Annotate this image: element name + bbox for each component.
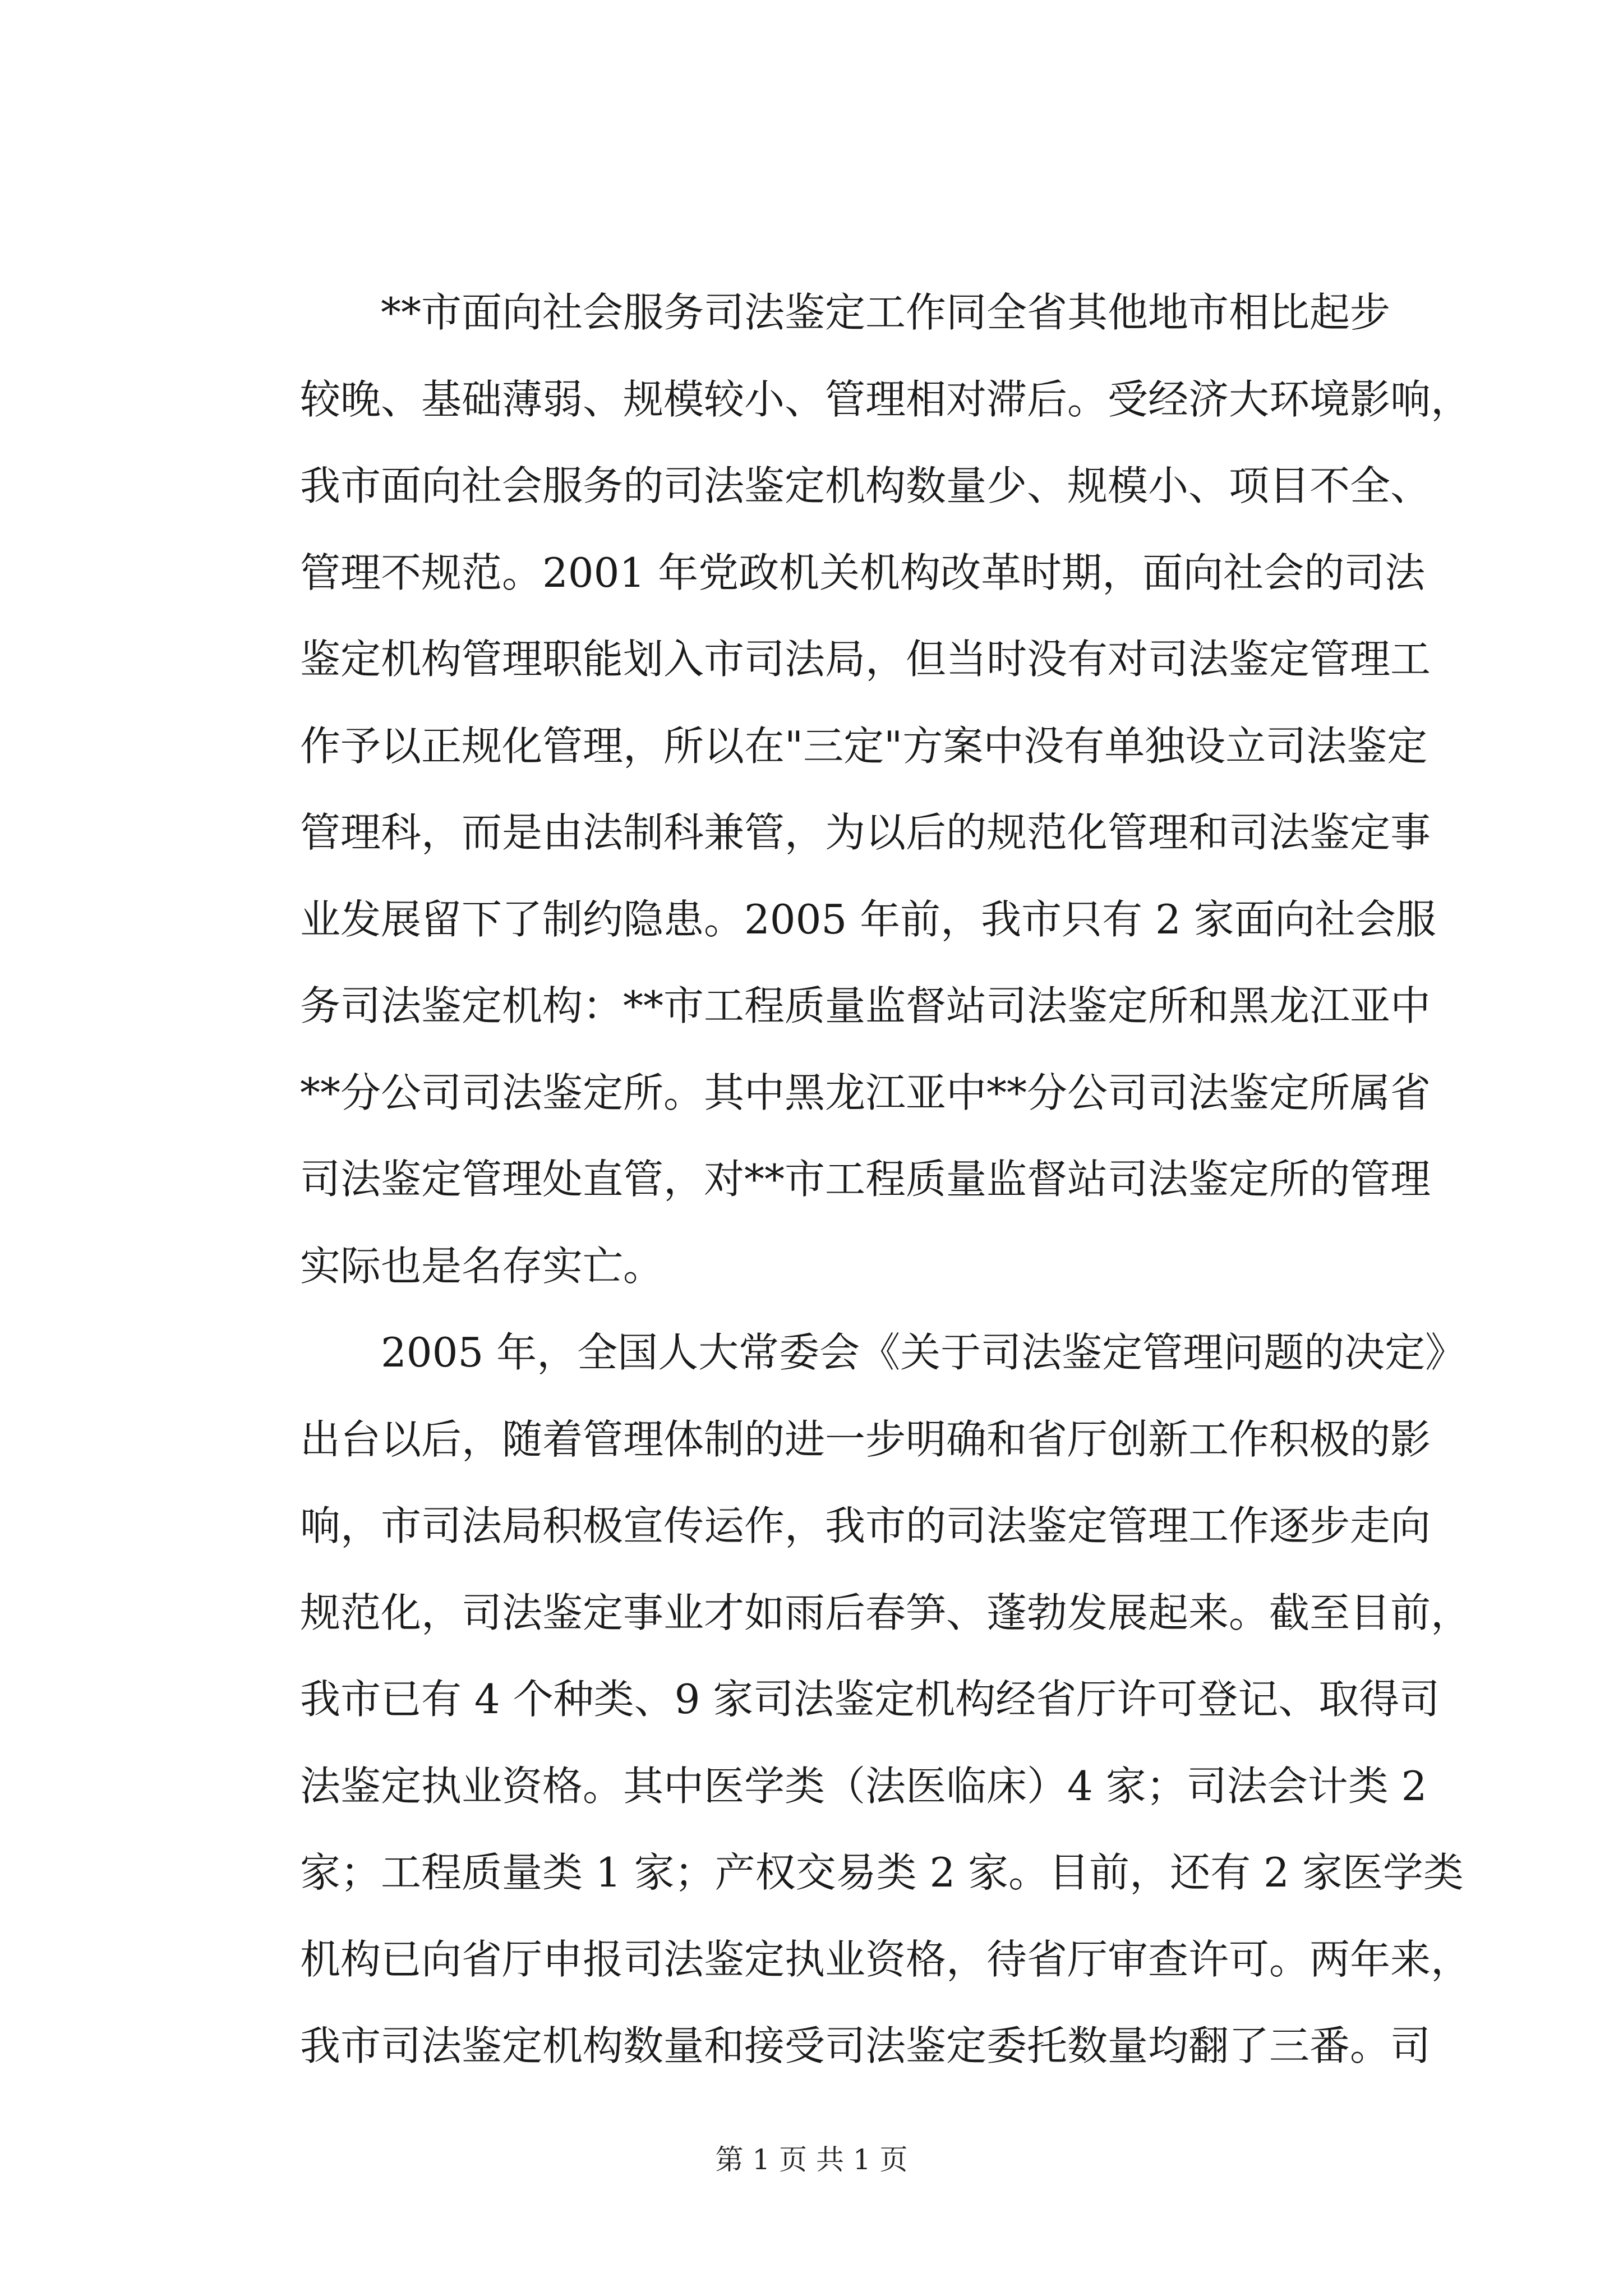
paragraph-2-line-2: 出台以后，随着管理体制的进一步明确和省厅创新工作积极的影 bbox=[300, 1415, 1431, 1463]
paragraph-2-line-4: 规范化，司法鉴定事业才如雨后春笋、蓬勃发展起来。截至目前， bbox=[300, 1589, 1472, 1636]
document-body bbox=[300, 269, 1472, 2090]
paragraph-1-line-11: 司法鉴定管理处直管，对**市工程质量监督站司法鉴定所的管理 bbox=[300, 1156, 1431, 1203]
paragraph-1-line-12: 实际也是名存实亡。 bbox=[300, 1242, 664, 1290]
paragraph-1-line-5: 鉴定机构管理职能划入市司法局，但当时没有对司法鉴定管理工 bbox=[300, 636, 1431, 683]
paragraph-1-line-4: 管理不规范。2001 年党政机关机构改革时期，面向社会的司法 bbox=[300, 549, 1426, 596]
paragraph-2-line-1: 2005 年，全国人大常委会《关于司法鉴定管理问题的决定》 bbox=[381, 1329, 1466, 1376]
paragraph-2-line-5: 我市已有 4 个种类、9 家司法鉴定机构经省厅许可登记、取得司 bbox=[300, 1676, 1440, 1723]
paragraph-2-line-3: 响，市司法局积极宣传运作，我市的司法鉴定管理工作逐步走向 bbox=[300, 1502, 1431, 1549]
page-footer: 第 1 页 共 1 页 bbox=[715, 2143, 908, 2176]
paragraph-1-line-10: **分公司司法鉴定所。其中黑龙江亚中**分公司司法鉴定所属省 bbox=[300, 1069, 1431, 1116]
paragraph-1-line-3: 我市面向社会服务的司法鉴定机构数量少、规模小、项目不全、 bbox=[300, 462, 1431, 509]
paragraph-1-line-7: 管理科，而是由法制科兼管，为以后的规范化管理和司法鉴定事 bbox=[300, 809, 1431, 856]
paragraph-1-line-9: 务司法鉴定机构：**市工程质量监督站司法鉴定所和黑龙江亚中 bbox=[300, 982, 1431, 1029]
paragraph-2-line-8: 机构已向省厅申报司法鉴定执业资格，待省厅审查许可。两年来， bbox=[300, 1935, 1472, 1983]
paragraph-2-line-7: 家；工程质量类 1 家；产权交易类 2 家。目前，还有 2 家医学类 bbox=[300, 1849, 1464, 1896]
paragraph-1-line-1: **市面向社会服务司法鉴定工作同全省其他地市相比起步 bbox=[381, 289, 1391, 336]
paragraph-2-line-9: 我市司法鉴定机构数量和接受司法鉴定委托数量均翻了三番。司 bbox=[300, 2022, 1431, 2069]
paragraph-1-line-2: 较晚、基础薄弱、规模较小、管理相对滞后。受经济大环境影响， bbox=[300, 375, 1472, 423]
paragraph-1-line-6: 作予以正规化管理，所以在"三定"方案中没有单独设立司法鉴定 bbox=[300, 722, 1428, 770]
paragraph-2-line-6: 法鉴定执业资格。其中医学类（法医临床）4 家；司法会计类 2 bbox=[300, 1762, 1427, 1810]
paragraph-1-line-8: 业发展留下了制约隐患。2005 年前，我市只有 2 家面向社会服 bbox=[300, 895, 1436, 943]
